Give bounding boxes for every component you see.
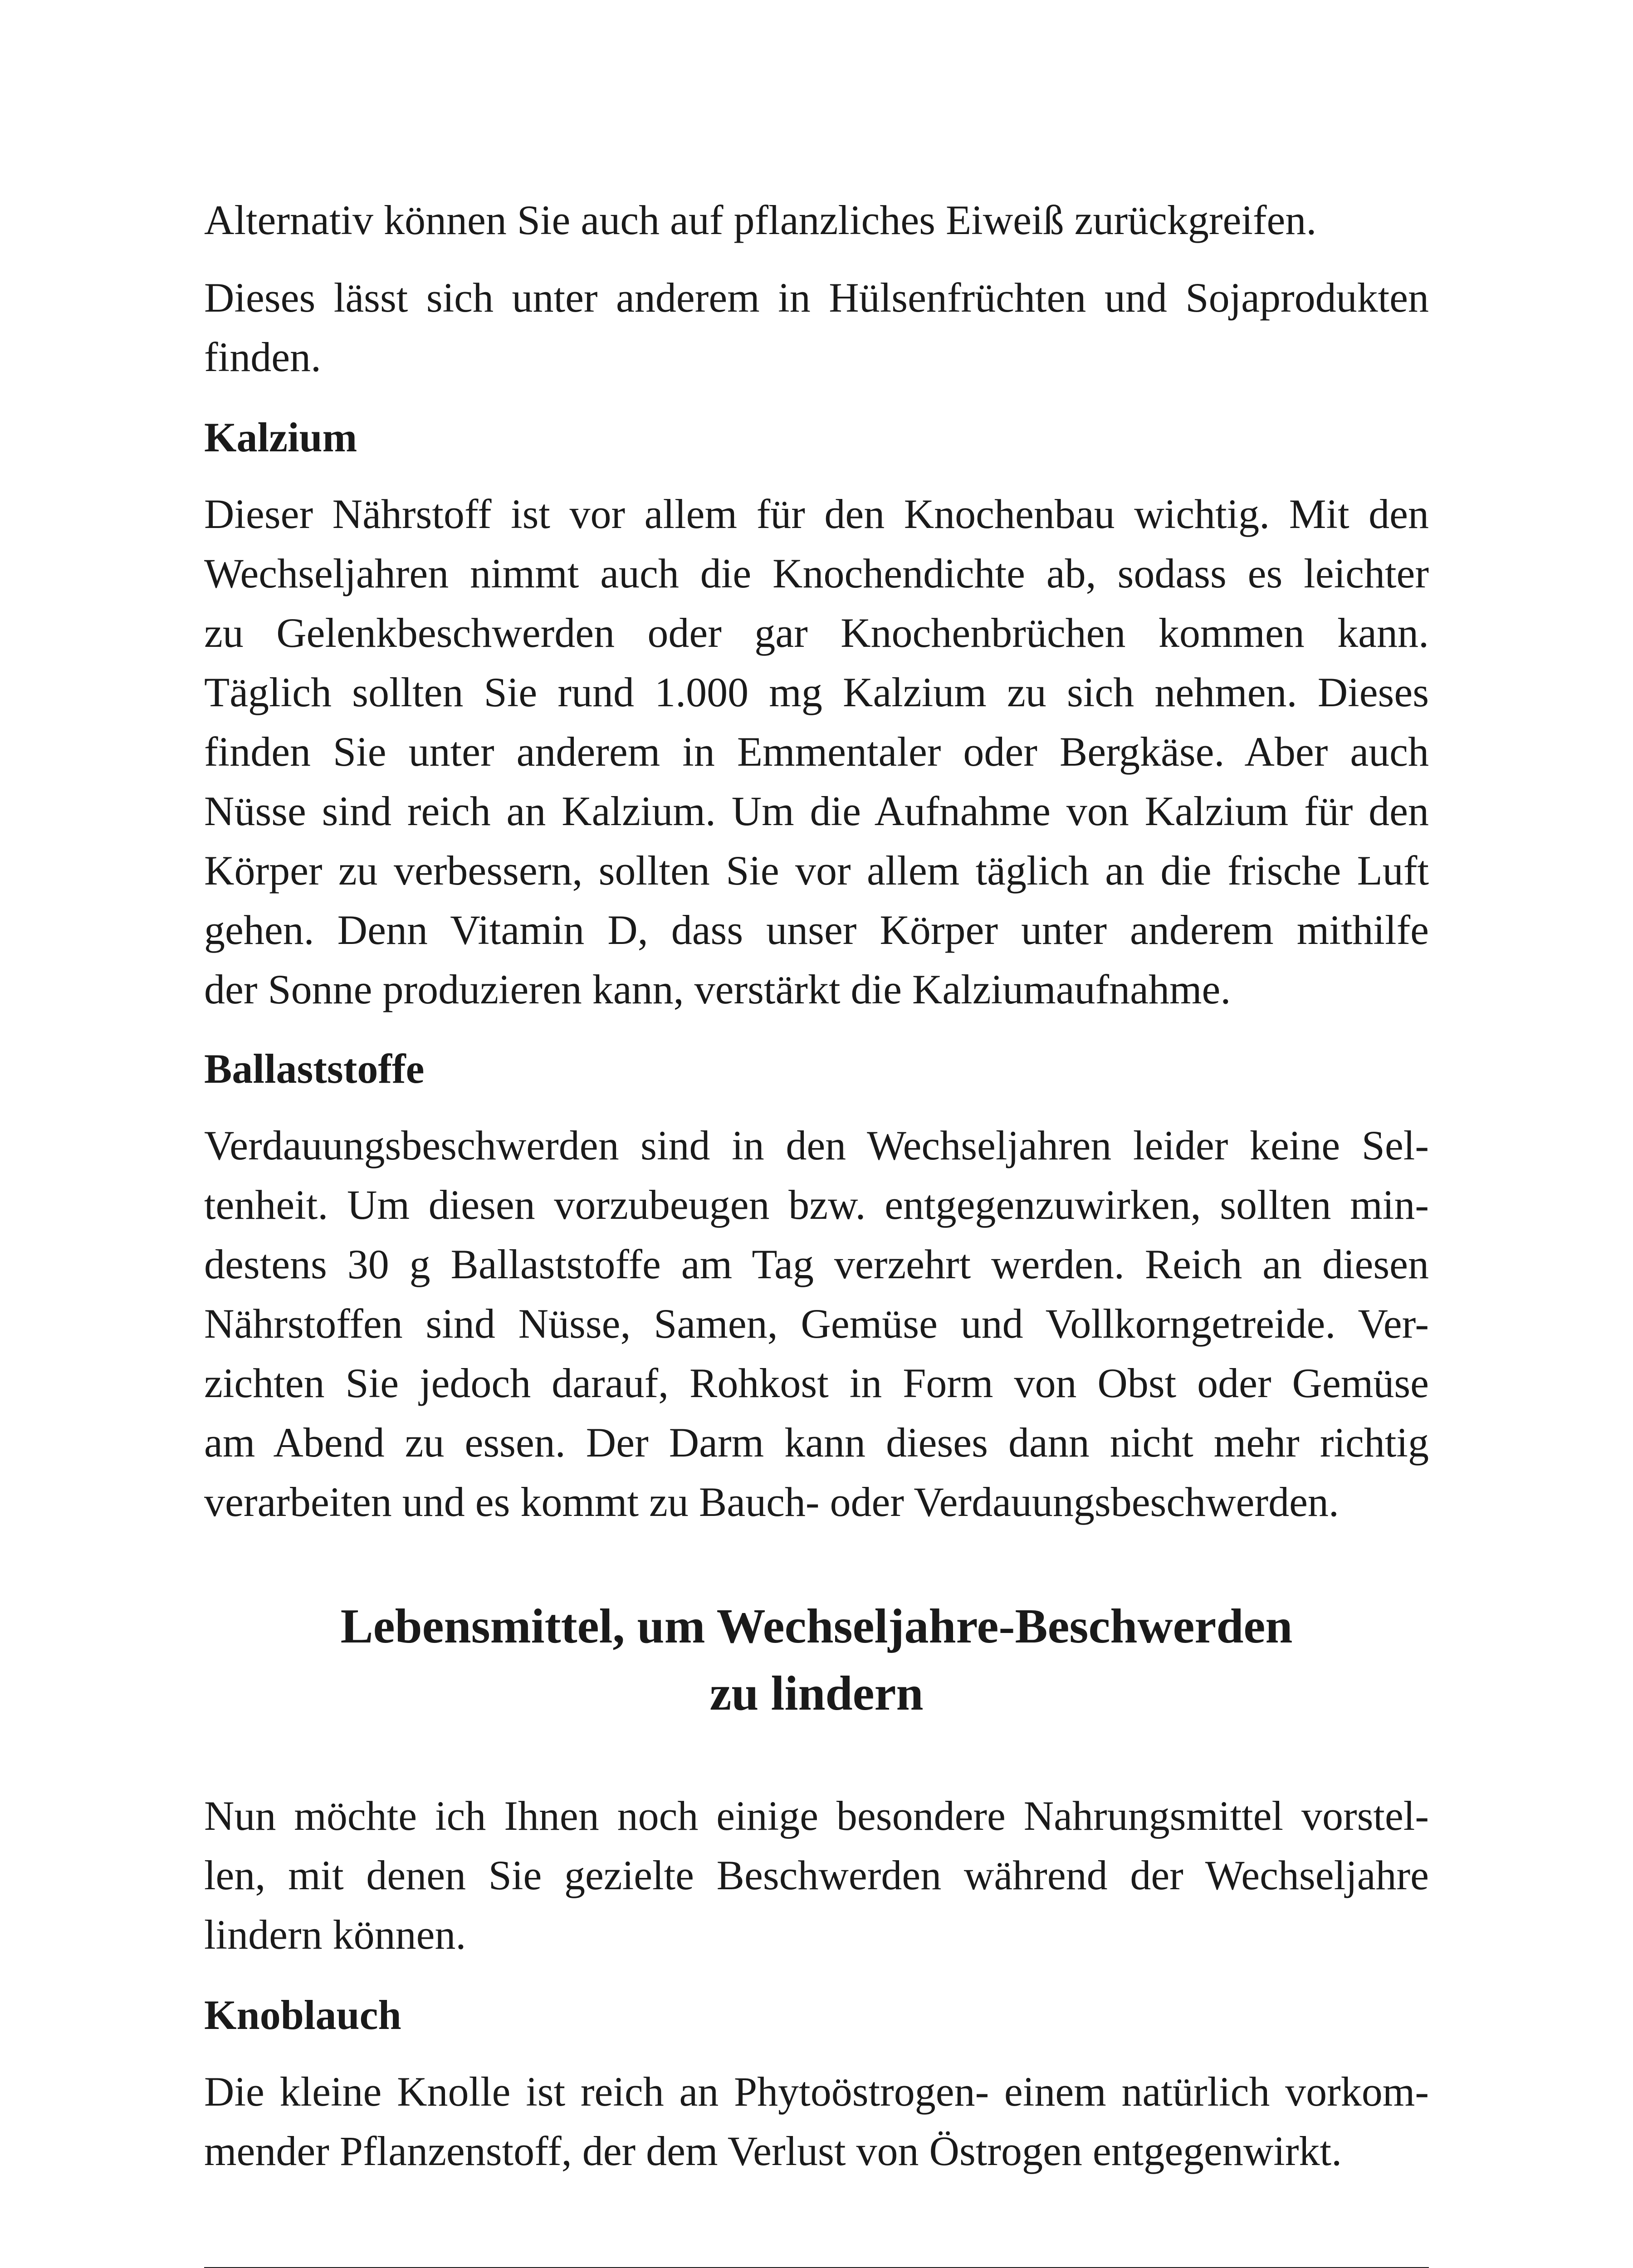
- paragraph-knoblauch: [204, 2062, 1429, 2181]
- text-line: len, mit denen Sie gezielte Beschwerden während der Wechseljahre: [204, 1852, 1429, 1898]
- text-line: Körper zu verbessern, sollten Sie vor allem täglich an die frische Luft: [204, 847, 1429, 894]
- paragraph-kalzium: [204, 484, 1429, 1019]
- text-line: Verdauungsbeschwerden sind in den Wechseljahren leider keine Sel-: [204, 1122, 1429, 1168]
- page-body: [204, 191, 1429, 2181]
- text-line: Dieser Nährstoff ist vor allem für den Knochenbau wichtig. Mit den: [204, 491, 1429, 537]
- text-line: Nährstoffen sind Nüsse, Samen, Gemüse und Vollkorngetreide. Ver-: [204, 1300, 1429, 1347]
- paragraph-protein-alternative: [204, 191, 1429, 250]
- text-line: Nüsse sind reich an Kalzium. Um die Aufnahme von Kalzium für den: [204, 788, 1429, 834]
- text-line: finden.: [204, 334, 322, 380]
- text-line: finden Sie unter anderem in Emmentaler oder Bergkäse. Aber auch: [204, 728, 1429, 775]
- heading-line: zu lindern: [709, 1667, 924, 1721]
- text-line: destens 30 g Ballaststoffe am Tag verzehrt werden. Reich an diesen: [204, 1241, 1429, 1287]
- heading-knoblauch: Knoblauch: [204, 1992, 401, 2038]
- heading-line: Lebensmittel, um Wechseljahre-Beschwerden: [340, 1599, 1293, 1653]
- text-line: Dieses lässt sich unter anderem in Hülsenfrüchten und Sojaprodukten: [204, 274, 1429, 321]
- text-line: mender Pflanzenstoff, der dem Verlust von Östrogen entgegenwirkt.: [204, 2128, 1342, 2174]
- text-line: lindern können.: [204, 1911, 466, 1958]
- text-line: Alternativ können Sie auch auf pflanzliches Eiweiß zurückgreifen.: [204, 197, 1317, 243]
- text-line: Nun möchte ich Ihnen noch einige besondere Nahrungsmittel vorstel-: [204, 1793, 1429, 1839]
- text-line: Täglich sollten Sie rund 1.000 mg Kalzium zu sich nehmen. Dieses: [204, 669, 1429, 715]
- text-line: Die kleine Knolle ist reich an Phytoöstrogen- einem natürlich vorkom-: [204, 2068, 1429, 2115]
- text-line: zichten Sie jedoch darauf, Rohkost in Form von Obst oder Gemüse: [204, 1360, 1429, 1406]
- section-heading-lebensmittel: [204, 1593, 1429, 1727]
- text-line: am Abend zu essen. Der Darm kann dieses dann nicht mehr richtig: [204, 1419, 1429, 1466]
- text-line: verarbeiten und es kommt zu Bauch- oder Verdauungsbeschwerden.: [204, 1479, 1339, 1525]
- heading-kalzium: Kalzium: [204, 414, 357, 460]
- paragraph-intro-lebensmittel: [204, 1786, 1429, 1965]
- paragraph-soy: [204, 268, 1429, 387]
- heading-ballaststoffe: Ballaststoffe: [204, 1046, 425, 1092]
- paragraph-ballaststoffe: [204, 1116, 1429, 1532]
- text-line: zu Gelenkbeschwerden oder gar Knochenbrüchen kommen kann.: [204, 610, 1429, 656]
- text-line: gehen. Denn Vitamin D, dass unser Körper unter anderem mithilfe: [204, 907, 1429, 953]
- text-line: der Sonne produzieren kann, verstärkt die Kalziumaufnahme.: [204, 966, 1231, 1012]
- text-line: Wechseljahren nimmt auch die Knochendichte ab, sodass es leichter: [204, 550, 1429, 596]
- text-line: tenheit. Um diesen vorzubeugen bzw. entgegenzuwirken, sollten min-: [204, 1182, 1429, 1228]
